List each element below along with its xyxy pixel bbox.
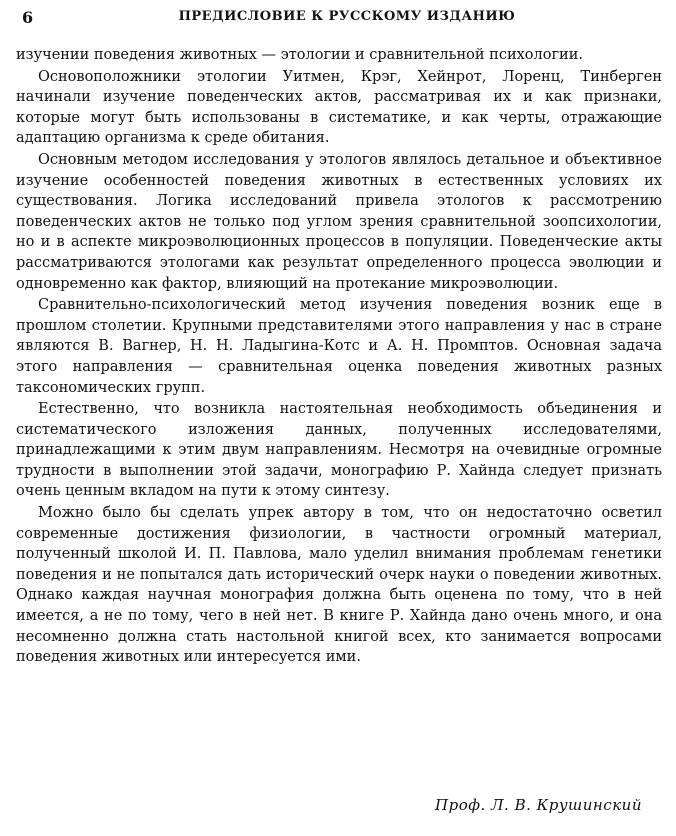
paragraph-founders-of-ethology: Основоположники этологии Уитмен, Крэг, Хейнрот, Лоренц, Тинберген начинали изучение поведенческих актов, рассматривая их и как признаки, которые могут быть использованы в систематике, и как черты, отражающие адаптацию организма к среде обитания. bbox=[16, 68, 662, 147]
author-signature: Проф. Л. В. Крушинский bbox=[435, 796, 642, 814]
paragraph-critique: Можно было бы сделать упрек автору в том, что он недостаточно осветил современные достижения физиологии, в частности огромный материал, полученный школой И. П. Павлова, мало уделил внимания проблемам генетики поведения и не попытался дать исторический очерк науки о поведении животных. Однако каждая научная монография должна быть оценена по тому, что в ней имеется, а не по тому, чего в ней нет. В книге Р. Хайнда дано очень много, и она несомненно должна стать настольной книгой всех, кто занимается вопросами поведения животных или интересуется ими. bbox=[16, 505, 662, 666]
page-number: 6 bbox=[22, 8, 34, 27]
body-text bbox=[16, 45, 662, 668]
running-title: ПРЕДИСЛОВИЕ К РУССКОМУ ИЗДАНИЮ bbox=[178, 9, 516, 24]
paragraph-ethology-method: Основным методом исследования у этологов являлось детальное и объективное изучение особенностей поведения животных в естественных условиях их существования. Логика исследований привела этологов к рассмотрению поведенческих актов не только под углом зрения сравнительной зоопсихологии, но и в аспекте микроэволюционных процессов в популяции. Поведенческие акты рассматриваются этологами как результат определенного процесса эволюции и одновременно как фактор, влияющий на протекание микроэволюции. bbox=[16, 151, 662, 292]
paragraph-comparative-psychology: Сравнительно-психологический метод изучения поведения возник еще в прошлом столетии. Крупными представителями этого направления у нас в стране являются В. Вагнер, Н. Н. Ладыгина-Котс и А. Н. Промптов. Основная задача этого направления — сравнительная оценка поведения животных разных таксономических групп. bbox=[16, 297, 662, 396]
paragraph-continued: изучении поведения животных — этологии и сравнительной психологии. bbox=[16, 47, 583, 63]
paragraph-synthesis-need: Естественно, что возникла настоятельная необходимость объединения и систематического изложения данных, полученных исследователями, принадлежащими к этим двум направлениям. Несмотря на очевидные огромные трудности в выполнении этой задачи, монографию Р. Хайнда следует признать очень ценным вкладом на пути к этому синтезу. bbox=[16, 401, 662, 500]
page-header bbox=[22, 8, 652, 30]
